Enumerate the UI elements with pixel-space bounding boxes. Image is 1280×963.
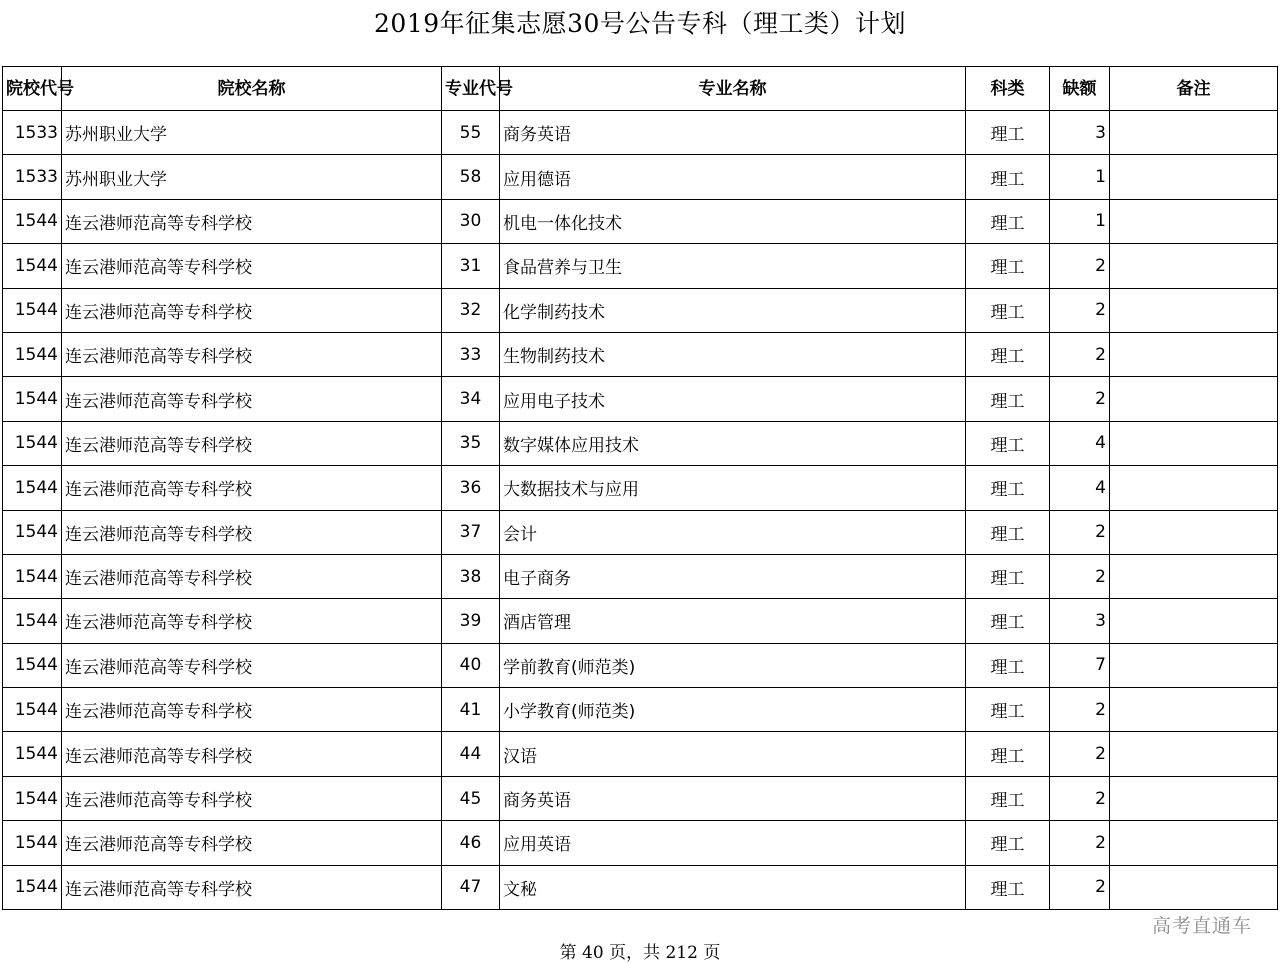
table-row (3, 554, 1278, 598)
cell-major-code: 55 (442, 111, 500, 155)
table-row (3, 377, 1278, 421)
cell-school-name: 连云港师范高等专科学校 (62, 554, 442, 598)
cell-school-name: 连云港师范高等专科学校 (62, 199, 442, 243)
cell-school-code: 1544 (3, 776, 62, 820)
cell-vacancies: 7 (1050, 643, 1110, 687)
cell-notes (1110, 332, 1278, 376)
table-row (3, 466, 1278, 510)
cell-major-name: 化学制药技术 (500, 288, 966, 332)
cell-category: 理工 (966, 865, 1050, 909)
cell-notes (1110, 643, 1278, 687)
cell-notes (1110, 421, 1278, 465)
cell-major-code: 47 (442, 865, 500, 909)
table-row (3, 688, 1278, 732)
header-notes: 备注 (1110, 67, 1278, 111)
table-row (3, 421, 1278, 465)
cell-category: 理工 (966, 288, 1050, 332)
cell-major-code: 37 (442, 510, 500, 554)
cell-major-code: 32 (442, 288, 500, 332)
cell-school-name: 连云港师范高等专科学校 (62, 466, 442, 510)
table-body (3, 111, 1278, 910)
table-header-row (3, 67, 1278, 111)
cell-category: 理工 (966, 111, 1050, 155)
cell-major-name: 生物制药技术 (500, 332, 966, 376)
header-school-name: 院校名称 (62, 67, 442, 111)
cell-major-code: 38 (442, 554, 500, 598)
cell-school-code: 1544 (3, 821, 62, 865)
cell-school-name: 连云港师范高等专科学校 (62, 599, 442, 643)
cell-vacancies: 2 (1050, 510, 1110, 554)
cell-vacancies: 2 (1050, 288, 1110, 332)
cell-school-code: 1544 (3, 865, 62, 909)
cell-major-name: 机电一体化技术 (500, 199, 966, 243)
cell-major-code: 39 (442, 599, 500, 643)
cell-major-code: 58 (442, 155, 500, 199)
table-row (3, 199, 1278, 243)
table-row (3, 732, 1278, 776)
cell-category: 理工 (966, 244, 1050, 288)
cell-school-name: 连云港师范高等专科学校 (62, 332, 442, 376)
cell-notes (1110, 554, 1278, 598)
cell-notes (1110, 377, 1278, 421)
table-row (3, 111, 1278, 155)
cell-major-name: 文秘 (500, 865, 966, 909)
cell-category: 理工 (966, 732, 1050, 776)
cell-vacancies: 3 (1050, 599, 1110, 643)
cell-major-name: 学前教育(师范类) (500, 643, 966, 687)
cell-school-code: 1544 (3, 688, 62, 732)
cell-vacancies: 2 (1050, 776, 1110, 820)
cell-major-name: 商务英语 (500, 111, 966, 155)
cell-notes (1110, 732, 1278, 776)
cell-category: 理工 (966, 466, 1050, 510)
cell-category: 理工 (966, 688, 1050, 732)
cell-category: 理工 (966, 554, 1050, 598)
cell-major-name: 会计 (500, 510, 966, 554)
cell-category: 理工 (966, 332, 1050, 376)
cell-school-code: 1544 (3, 244, 62, 288)
cell-school-code: 1544 (3, 199, 62, 243)
cell-major-name: 数字媒体应用技术 (500, 421, 966, 465)
cell-school-code: 1544 (3, 332, 62, 376)
cell-notes (1110, 111, 1278, 155)
table-row (3, 510, 1278, 554)
cell-major-code: 34 (442, 377, 500, 421)
table-row (3, 643, 1278, 687)
cell-notes (1110, 599, 1278, 643)
cell-school-name: 连云港师范高等专科学校 (62, 865, 442, 909)
cell-school-code: 1544 (3, 466, 62, 510)
cell-major-name: 电子商务 (500, 554, 966, 598)
cell-major-name: 商务英语 (500, 776, 966, 820)
cell-school-code: 1544 (3, 510, 62, 554)
cell-notes (1110, 466, 1278, 510)
cell-vacancies: 2 (1050, 865, 1110, 909)
cell-school-name: 连云港师范高等专科学校 (62, 821, 442, 865)
cell-school-name: 连云港师范高等专科学校 (62, 776, 442, 820)
cell-major-name: 小学教育(师范类) (500, 688, 966, 732)
cell-school-name: 连云港师范高等专科学校 (62, 421, 442, 465)
cell-major-name: 酒店管理 (500, 599, 966, 643)
cell-major-code: 36 (442, 466, 500, 510)
table-row (3, 288, 1278, 332)
cell-category: 理工 (966, 510, 1050, 554)
cell-vacancies: 2 (1050, 244, 1110, 288)
cell-major-name: 应用英语 (500, 821, 966, 865)
cell-school-code: 1544 (3, 643, 62, 687)
cell-notes (1110, 776, 1278, 820)
cell-notes (1110, 688, 1278, 732)
cell-school-name: 连云港师范高等专科学校 (62, 688, 442, 732)
cell-vacancies: 2 (1050, 377, 1110, 421)
cell-vacancies: 2 (1050, 332, 1110, 376)
cell-category: 理工 (966, 776, 1050, 820)
cell-notes (1110, 821, 1278, 865)
cell-school-code: 1533 (3, 155, 62, 199)
header-school-code: 院校代号 (3, 67, 62, 111)
cell-major-code: 30 (442, 199, 500, 243)
page-title: 2019年征集志愿30号公告专科（理工类）计划 (374, 9, 906, 38)
cell-major-name: 汉语 (500, 732, 966, 776)
cell-school-code: 1544 (3, 288, 62, 332)
cell-notes (1110, 510, 1278, 554)
cell-major-code: 46 (442, 821, 500, 865)
cell-major-code: 45 (442, 776, 500, 820)
cell-category: 理工 (966, 643, 1050, 687)
cell-notes (1110, 155, 1278, 199)
cell-school-name: 连云港师范高等专科学校 (62, 732, 442, 776)
cell-category: 理工 (966, 421, 1050, 465)
cell-vacancies: 2 (1050, 732, 1110, 776)
cell-school-code: 1544 (3, 554, 62, 598)
cell-school-name: 连云港师范高等专科学校 (62, 510, 442, 554)
cell-major-code: 33 (442, 332, 500, 376)
cell-vacancies: 4 (1050, 421, 1110, 465)
cell-school-code: 1544 (3, 599, 62, 643)
cell-notes (1110, 865, 1278, 909)
cell-major-code: 44 (442, 732, 500, 776)
cell-school-code: 1544 (3, 732, 62, 776)
cell-category: 理工 (966, 155, 1050, 199)
cell-school-name: 连云港师范高等专科学校 (62, 244, 442, 288)
header-vacancies: 缺额 (1050, 67, 1110, 111)
cell-vacancies: 1 (1050, 199, 1110, 243)
cell-major-name: 大数据技术与应用 (500, 466, 966, 510)
enrollment-plan-table (2, 66, 1278, 910)
cell-major-code: 40 (442, 643, 500, 687)
cell-school-name: 连云港师范高等专科学校 (62, 643, 442, 687)
table-row (3, 155, 1278, 199)
cell-vacancies: 3 (1050, 111, 1110, 155)
cell-notes (1110, 199, 1278, 243)
cell-vacancies: 2 (1050, 688, 1110, 732)
header-major-name: 专业名称 (500, 67, 966, 111)
cell-major-code: 31 (442, 244, 500, 288)
table-row (3, 332, 1278, 376)
header-major-code: 专业代号 (442, 67, 500, 111)
cell-school-name: 连云港师范高等专科学校 (62, 288, 442, 332)
watermark: 高考直通车 (1151, 915, 1252, 937)
cell-category: 理工 (966, 199, 1050, 243)
cell-vacancies: 2 (1050, 554, 1110, 598)
cell-school-name: 连云港师范高等专科学校 (62, 377, 442, 421)
table-row (3, 865, 1278, 909)
cell-school-name: 苏州职业大学 (62, 155, 442, 199)
table-row (3, 244, 1278, 288)
cell-school-code: 1544 (3, 421, 62, 465)
cell-major-code: 41 (442, 688, 500, 732)
page-number: 第 40 页，共 212 页 (559, 943, 721, 963)
header-category: 科类 (966, 67, 1050, 111)
cell-vacancies: 2 (1050, 821, 1110, 865)
cell-major-name: 食品营养与卫生 (500, 244, 966, 288)
cell-category: 理工 (966, 599, 1050, 643)
cell-category: 理工 (966, 377, 1050, 421)
cell-major-name: 应用电子技术 (500, 377, 966, 421)
cell-major-code: 35 (442, 421, 500, 465)
table-row (3, 776, 1278, 820)
cell-notes (1110, 288, 1278, 332)
table-row (3, 599, 1278, 643)
cell-school-name: 苏州职业大学 (62, 111, 442, 155)
cell-vacancies: 4 (1050, 466, 1110, 510)
cell-vacancies: 1 (1050, 155, 1110, 199)
cell-notes (1110, 244, 1278, 288)
cell-major-name: 应用德语 (500, 155, 966, 199)
cell-school-code: 1544 (3, 377, 62, 421)
cell-school-code: 1533 (3, 111, 62, 155)
table-row (3, 821, 1278, 865)
cell-category: 理工 (966, 821, 1050, 865)
